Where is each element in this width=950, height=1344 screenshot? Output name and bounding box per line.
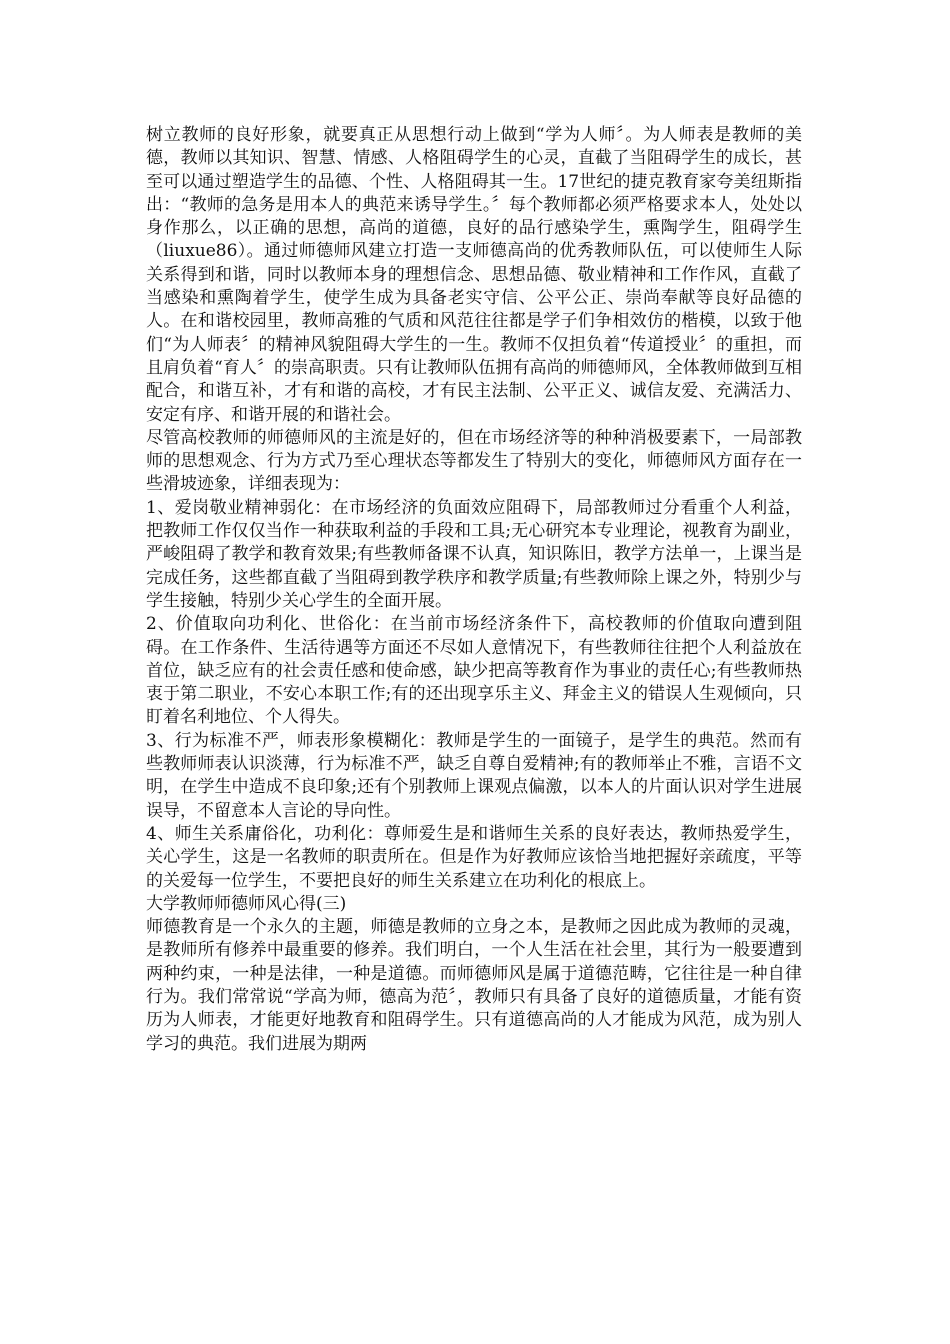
paragraph-point-4: 4、师生关系庸俗化，功利化：尊师爱生是和谐师生关系的良好表达，教师热爱学生，关心学生，这是一名教师的职责所在。但是作为好教师应该恰当地把握好亲疏度，平等的关爱每一位学生，不要把良好的师生关系建立在功利化的根底上。	[146, 823, 802, 891]
section-heading: 大学教师师德师风心得(三)	[146, 893, 347, 914]
paragraph-point-3: 3、行为标准不严，师表形象模糊化：教师是学生的一面镜子，是学生的典范。然而有些教师师表认识淡薄，行为标准不严，缺乏自尊自爱精神;有的教师举止不雅，言语不文明，在学生中造成不良印象;还有个别教师上课观点偏激，以本人的片面认识对学生进展误导，不留意本人言论的导向性。	[146, 730, 802, 821]
paragraph-point-2: 2、价值取向功利化、世俗化：在当前市场经济条件下，高校教师的价值取向遭到阻碍。在工作条件、生活待遇等方面还不尽如人意情况下，有些教师往往把个人利益放在首位，缺乏应有的社会责任感和使命感，缺少把高等教育作为事业的责任心;有些教师热衷于第二职业，不安心本职工作;有的还出现享乐主义、拜金主义的错误人生观倾向，只盯着名利地位、个人得失。	[146, 614, 802, 728]
paragraph-teacher-image: 树立教师的良好形象，就要真正从思想行动上做到“学为人师〞。为人师表是教师的美德，教师以其知识、智慧、情感、人格阻碍学生的心灵，直截了当阻碍学生的成长，甚至可以通过塑造学生的品德、个性、人格阻碍其一生。17世纪的捷克教育家夸美纽斯指出：“教师的急务是用本人的典范来诱导学生。〞每个教师都必须严格要求本人，处处以身作那么，以正确的思想，高尚的道德，良好的品行感染学生，熏陶学生，阻碍学生（liuxue86）。通过师德师风建立打造一支师德高尚的优秀教师队伍，可以使师生人际关系得到和谐，同时以教师本身的理想信念、思想品德、敬业精神和工作作风，直截了当感染和熏陶着学生，使学生成为具备老实守信、公平公正、崇尚奉献等良好品德的人。在和谐校园里，教师高雅的气质和风范往往都是学子们争相效仿的楷模，以致于他们“为人师表〞的精神风貌阻碍大学生的一生。教师不仅担负着“传道授业〞的重担，而且肩负着“育人〞的崇高职责。只有让教师队伍拥有高尚的师德师风，全体教师做到互相配合，和谐互补，才有和谐的高校，才有民主法制、公平正义、诚信友爱、充满活力、安定有序、和谐开展的和谐社会。	[146, 125, 802, 425]
paragraph-point-1: 1、爱岗敬业精神弱化：在市场经济的负面效应阻碍下，局部教师过分看重个人利益，把教师工作仅仅当作一种获取利益的手段和工具;无心研究本专业理论，视教育为副业，严峻阻碍了教学和教育效果;有些教师备课不认真，知识陈旧，教学方法单一，上课当是完成任务，这些都直截了当阻碍到教学秩序和教学质量;有些教师除上课之外，特别少与学生接触，特别少关心学生的全面开展。	[146, 497, 802, 611]
document-body	[146, 124, 802, 1056]
paragraph-ethics-education: 师德教育是一个永久的主题，师德是教师的立身之本，是教师之因此成为教师的灵魂，是教师所有修养中最重要的修养。我们明白，一个人生活在社会里，其行为一般要遭到两种约束，一种是法律，一种是道德。而师德师风是属于道德范畴，它往往是一种自律行为。我们常常说“学高为师，德高为范〞，教师只有具备了良好的道德质量，才能有资历为人师表，才能更好地教育和阻碍学生。只有道德高尚的人才能成为风范，成为别人学习的典范。我们进展为期两	[146, 917, 802, 1054]
paragraph-problems-intro: 尽管高校教师的师德师风的主流是好的，但在市场经济等的种种消极要素下，一局部教师的思想观念、行为方式乃至心理状态等都发生了特别大的变化，师德师风方面存在一些滑坡迹象，详细表现为：	[146, 427, 802, 495]
